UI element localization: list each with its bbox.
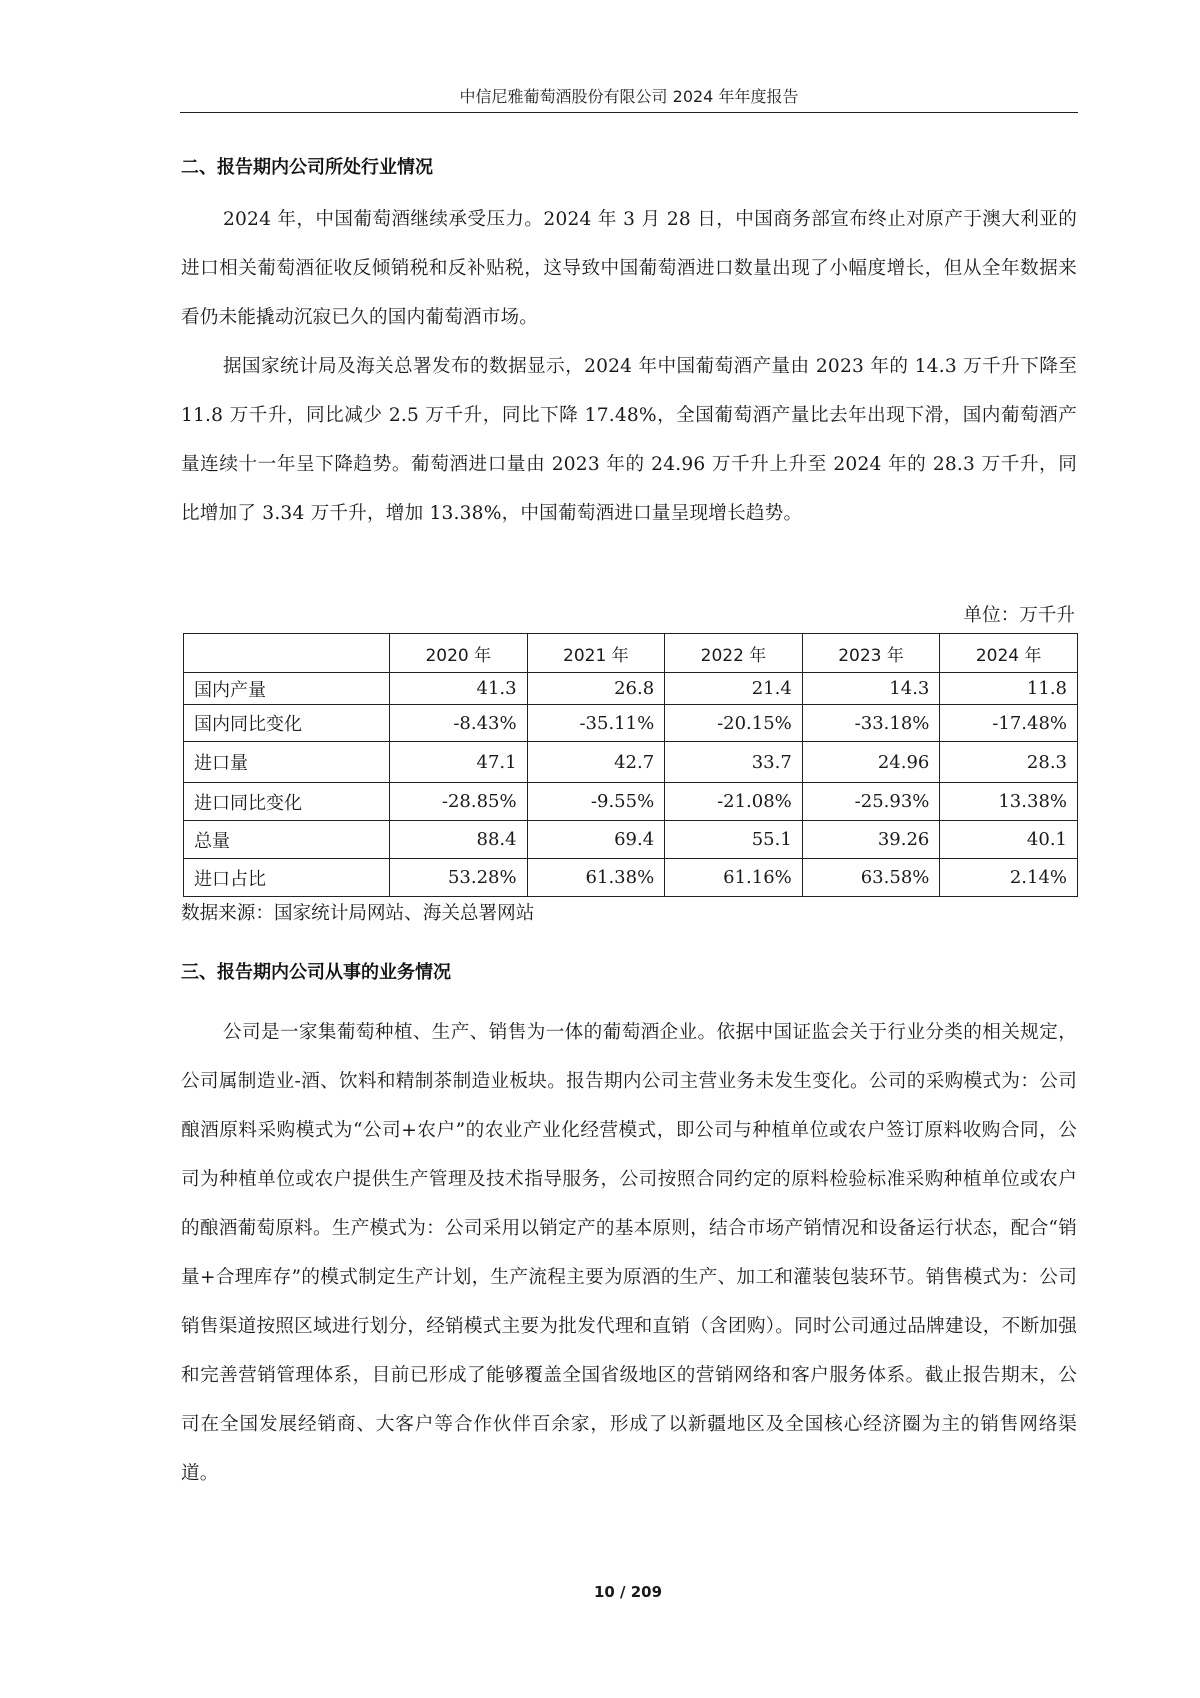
table-cell: 24.96 — [802, 742, 940, 783]
table-cell: 63.58% — [802, 859, 940, 897]
table-cell: 13.38% — [940, 783, 1078, 821]
table-cell: 14.3 — [802, 673, 940, 705]
table-row — [184, 859, 1078, 897]
table-row-label: 进口占比 — [184, 859, 390, 897]
paragraph-industry-overview: 2024 年，中国葡萄酒继续承受压力。2024 年 3 月 28 日，中国商务部宣布终止对原产于澳大利亚的进口相关葡萄酒征收反倾销税和反补贴税，这导致中国葡萄酒进口数量出现了小幅度增长，但从全年数据来看仍未能撬动沉寂已久的国内葡萄酒市场。 — [181, 209, 1077, 328]
paragraph-industry-statistics: 据国家统计局及海关总署发布的数据显示，2024 年中国葡萄酒产量由 2023 年的 14.3 万千升下降至 11.8 万千升，同比减少 2.5 万千升，同比下降 17.48%，全国葡萄酒产量比去年出现下滑，国内葡萄酒产量连续十一年呈下降趋势。葡萄酒进口量由 2023 年的 24.96 万千升上升至 2024 年的 28.3 万千升，同比增加了 3.34 万千升，增加 13.38%，中国葡萄酒进口量呈现增长趋势。 — [181, 356, 1077, 524]
table-cell: -35.11% — [527, 705, 665, 742]
table-cell: 2.14% — [940, 859, 1078, 897]
section-heading-business: 三、报告期内公司从事的业务情况 — [181, 962, 451, 983]
paragraph-business-overview: 公司是一家集葡萄种植、生产、销售为一体的葡萄酒企业。依据中国证监会关于行业分类的相关规定，公司属制造业-酒、饮料和精制茶制造业板块。报告期内公司主营业务未发生变化。公司的采购模式为：公司酿酒原料采购模式为“公司+农户”的农业产业化经营模式，即公司与种植单位或农户签订原料收购合同，公司为种植单位或农户提供生产管理及技术指导服务，公司按照合同约定的原料检验标准采购种植单位或农户的酿酒葡萄原料。生产模式为：公司采用以销定产的基本原则，结合市场产销情况和设备运行状态，配合“销量+合理库存”的模式制定生产计划，生产流程主要为原酒的生产、加工和灌装包装环节。销售模式为：公司销售渠道按照区域进行划分，经销模式主要为批发代理和直销（含团购）。同时公司通过品牌建设，不断加强和完善营销管理体系，目前已形成了能够覆盖全国省级地区的营销网络和客户服务体系。截止报告期末，公司在全国发展经销商、大客户等合作伙伴百余家，形成了以新疆地区及全国核心经济圈为主的销售网络渠道。 — [181, 1022, 1077, 1484]
table-cell: 47.1 — [390, 742, 528, 783]
table-cell: 26.8 — [527, 673, 665, 705]
table-row — [184, 742, 1078, 783]
table-row — [184, 783, 1078, 821]
table-row — [184, 821, 1078, 859]
table-unit-label: 单位：万千升 — [963, 605, 1075, 626]
table-header-cell: 2022 年 — [665, 634, 803, 673]
table-cell: -20.15% — [665, 705, 803, 742]
table-cell: -9.55% — [527, 783, 665, 821]
table-header-cell: 2021 年 — [527, 634, 665, 673]
table-row — [184, 705, 1078, 742]
table-cell: -28.85% — [390, 783, 528, 821]
table-cell: 53.28% — [390, 859, 528, 897]
table-row-label: 进口同比变化 — [184, 783, 390, 821]
table-cell: 33.7 — [665, 742, 803, 783]
table-cell: -17.48% — [940, 705, 1078, 742]
table-row — [184, 673, 1078, 705]
page-header: 中信尼雅葡萄酒股份有限公司 2024 年年度报告 — [459, 87, 799, 106]
data-source-note: 数据来源：国家统计局网站、海关总署网站 — [181, 903, 535, 924]
table-header-cell — [184, 634, 390, 673]
table-cell: 42.7 — [527, 742, 665, 783]
table-cell: 41.3 — [390, 673, 528, 705]
table-row-label: 进口量 — [184, 742, 390, 783]
table-header-cell: 2020 年 — [390, 634, 528, 673]
table-row-label: 国内同比变化 — [184, 705, 390, 742]
table-cell: 39.26 — [802, 821, 940, 859]
table-cell: 11.8 — [940, 673, 1078, 705]
table-cell: 61.38% — [527, 859, 665, 897]
table-row-label: 国内产量 — [184, 673, 390, 705]
section-heading-industry: 二、报告期内公司所处行业情况 — [181, 157, 433, 178]
table-cell: -25.93% — [802, 783, 940, 821]
table-cell: -8.43% — [390, 705, 528, 742]
table-cell: 21.4 — [665, 673, 803, 705]
table-row-label: 总量 — [184, 821, 390, 859]
table-cell: 69.4 — [527, 821, 665, 859]
table-cell: -33.18% — [802, 705, 940, 742]
table-cell: 61.16% — [665, 859, 803, 897]
table-header-cell: 2023 年 — [802, 634, 940, 673]
table-cell: 55.1 — [665, 821, 803, 859]
wine-volume-table — [183, 633, 1078, 897]
header-divider — [180, 112, 1078, 113]
table-header-row — [184, 634, 1078, 673]
table-cell: 88.4 — [390, 821, 528, 859]
table-cell: 28.3 — [940, 742, 1078, 783]
table-cell: 40.1 — [940, 821, 1078, 859]
table-cell: -21.08% — [665, 783, 803, 821]
table-header-cell: 2024 年 — [940, 634, 1078, 673]
page-number: 10 / 209 — [593, 1583, 663, 1601]
